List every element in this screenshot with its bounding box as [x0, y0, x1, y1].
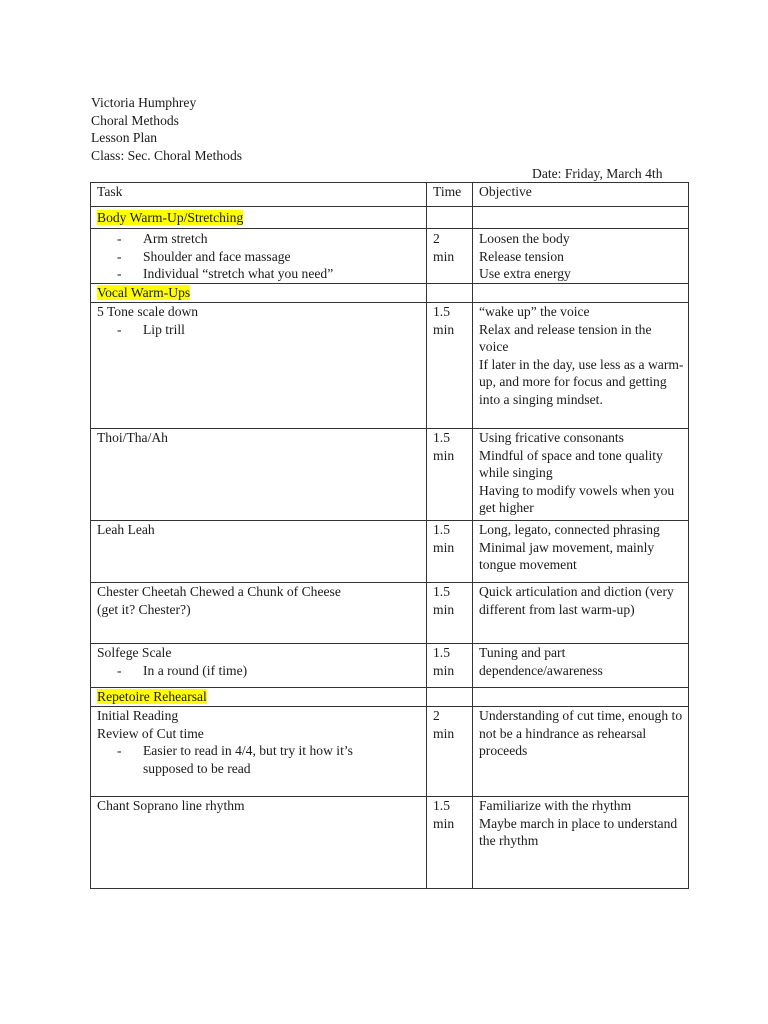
header-time: Time — [427, 183, 473, 207]
objective-cell: Tuning and part dependence/awareness — [473, 644, 689, 688]
table-row — [91, 583, 689, 644]
task-label: Initial Reading — [97, 708, 179, 723]
time-cell: 1.5 min — [427, 429, 473, 521]
task-label: Leah Leah — [97, 522, 155, 537]
objective-cell: “wake up” the voice Relax and release tension in the voice If later in the day, use less as a warm-up, and more for focus and getting into a singing mindset. — [473, 303, 689, 429]
bullet-item: - Easier to read in 4/4, but try it how it’s supposed to be read — [117, 743, 353, 776]
bullet-item: - Lip trill — [117, 321, 185, 337]
table-row — [91, 229, 689, 284]
table-header-row — [91, 183, 689, 207]
time-cell: 2 min — [427, 229, 473, 284]
section-title-body-warmup: Body Warm-Up/Stretching — [97, 210, 244, 225]
bullet-item: - In a round (if time) — [117, 662, 248, 678]
section-title-vocal-warmups: Vocal Warm-Ups — [97, 285, 191, 300]
lesson-plan-table — [90, 182, 689, 889]
objective-cell: Understanding of cut time, enough to not be a hindrance as rehearsal proceeds — [473, 707, 689, 797]
section-title-repertoire: Repetoire Rehearsal — [97, 689, 207, 704]
section-row-body-warmup — [91, 207, 689, 229]
task-label: Thoi/Tha/Ah — [97, 430, 168, 445]
bullet-item: - Arm stretch — [117, 231, 208, 246]
time-cell: 1.5 min — [427, 797, 473, 889]
task-label: Review of Cut time — [97, 725, 204, 741]
table-row — [91, 521, 689, 583]
table-row — [91, 429, 689, 521]
time-cell: 1.5 min — [427, 583, 473, 644]
class-line: Class: Sec. Choral Methods — [91, 147, 243, 163]
table-row — [91, 644, 689, 688]
objective-cell: Loosen the body Release tension Use extra energy — [473, 229, 689, 284]
bullet-item: - Shoulder and face massage — [117, 248, 291, 264]
task-label: 5 Tone scale down — [97, 304, 199, 319]
document-header — [91, 94, 242, 164]
header-objective: Objective — [473, 183, 689, 207]
author-name: Victoria Humphrey — [91, 95, 197, 110]
table-row — [91, 303, 689, 429]
task-label: Chester Cheetah Chewed a Chunk of Cheese — [97, 584, 341, 599]
time-cell: 2 min — [427, 707, 473, 797]
course-name: Choral Methods — [91, 112, 179, 128]
time-cell: 1.5 min — [427, 644, 473, 688]
document-type: Lesson Plan — [91, 130, 158, 146]
lesson-date: Date: Friday, March 4th — [532, 166, 663, 181]
table-row — [91, 707, 689, 797]
task-label: Chant Soprano line rhythm — [97, 798, 245, 813]
header-task: Task — [91, 183, 427, 207]
task-label: (get it? Chester?) — [97, 601, 191, 617]
objective-cell: Familiarize with the rhythm Maybe march in place to understand the rhythm — [473, 797, 689, 889]
section-row-repertoire — [91, 688, 689, 707]
objective-cell: Using fricative consonants Mindful of space and tone quality while singing Having to modify vowels when you get higher — [473, 429, 689, 521]
time-cell: 1.5 min — [427, 521, 473, 583]
section-row-vocal-warmups — [91, 284, 689, 303]
table-row — [91, 797, 689, 889]
time-cell: 1.5 min — [427, 303, 473, 429]
task-label: Solfege Scale — [97, 645, 172, 660]
bullet-item: - Individual “stretch what you need” — [117, 266, 334, 282]
objective-cell: Quick articulation and diction (very different from last warm-up) — [473, 583, 689, 644]
objective-cell: Long, legato, connected phrasing Minimal jaw movement, mainly tongue movement — [473, 521, 689, 583]
